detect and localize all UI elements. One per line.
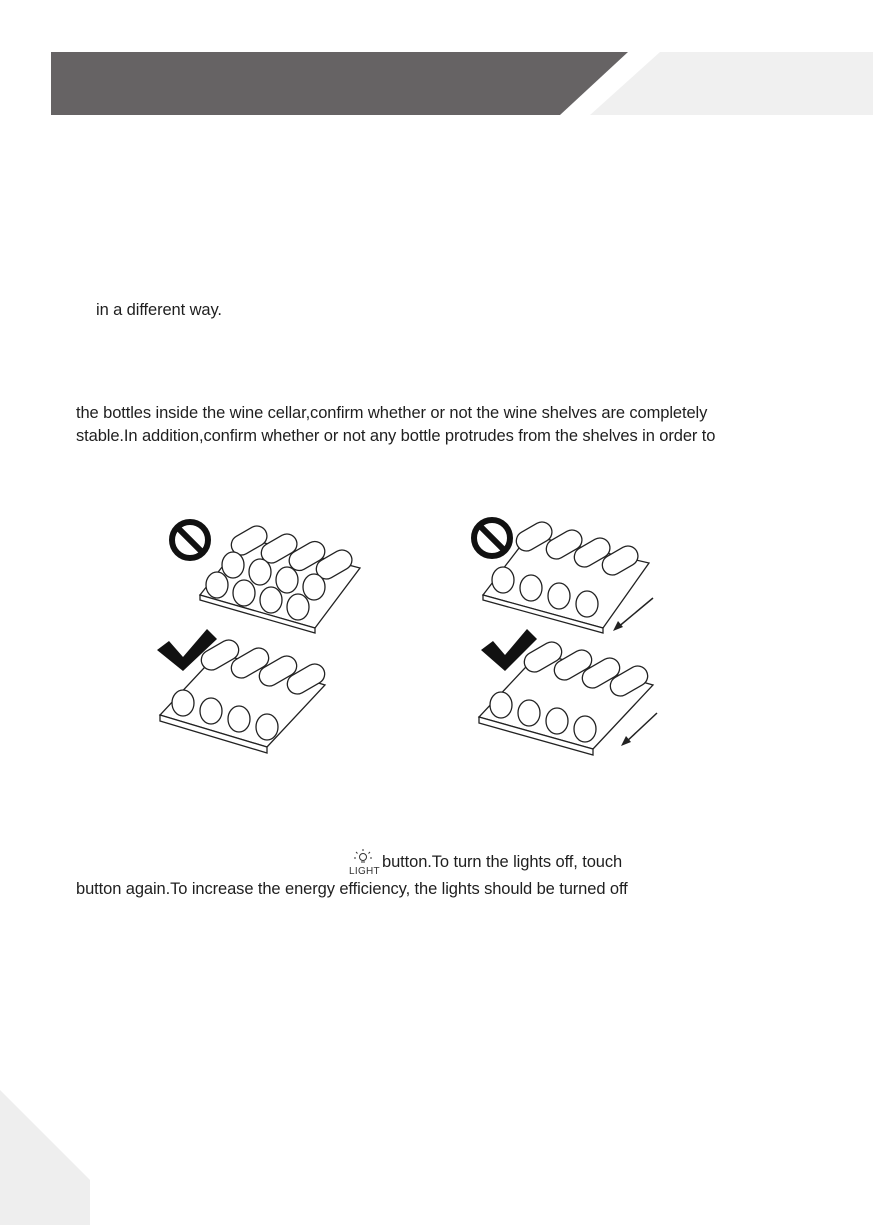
wine-shelf — [200, 522, 360, 633]
figure-wrong-right — [465, 500, 675, 635]
body-line-2: the bottles inside the wine cellar,confirm whether or not the wine shelves are completely — [76, 404, 708, 422]
body-line-4: button.To turn the lights off, touch — [382, 853, 623, 871]
figure-correct-left — [155, 625, 385, 760]
corner-tab — [0, 1090, 100, 1230]
light-bulb-icon — [348, 848, 380, 868]
arrow-icon — [621, 713, 657, 746]
light-label: LIGHT — [349, 866, 380, 877]
header-light-tab — [590, 52, 873, 115]
prohibited-icon — [172, 522, 208, 558]
body-line-5: button again.To increase the energy efficiency, the lights should be turned off — [76, 880, 628, 898]
figure-wrong-left — [155, 500, 385, 635]
figure-correct-right — [465, 625, 675, 760]
body-line-3: stable.In addition,confirm whether or not any bottle protrudes from the shelves in order to — [76, 427, 716, 445]
light-button-icon — [348, 848, 380, 878]
body-line-1: in a different way. — [96, 301, 222, 319]
prohibited-icon — [474, 520, 510, 556]
header-band — [0, 0, 873, 120]
wine-shelf — [160, 636, 328, 753]
header-dark-band — [51, 52, 628, 115]
